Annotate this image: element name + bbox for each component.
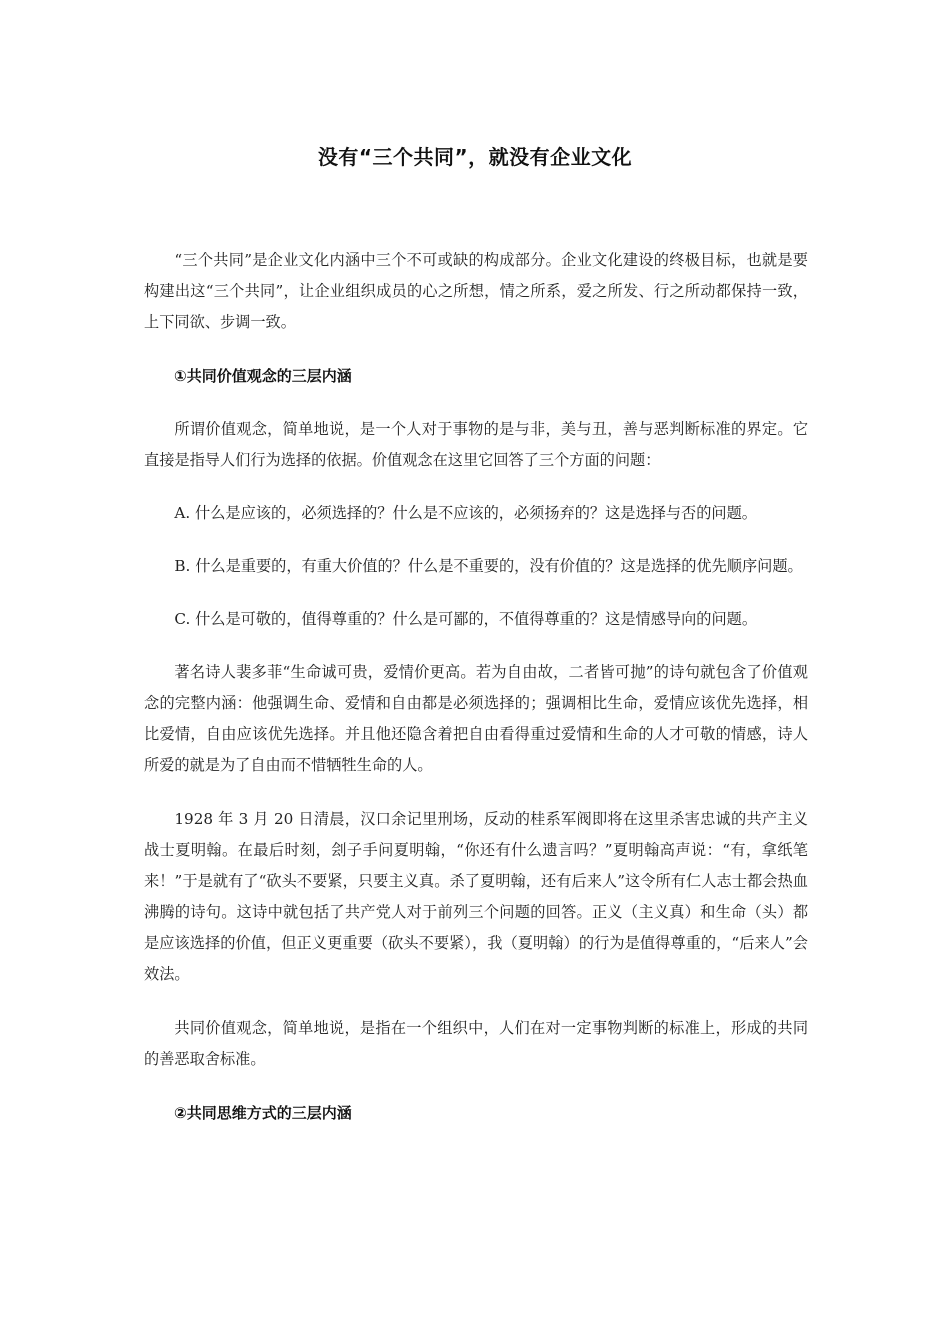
question-c-paragraph: C. 什么是可敬的，值得尊重的？什么是可鄙的，不值得尊重的？这是情感导向的问题。 bbox=[174, 610, 758, 628]
section-heading-values: ①共同价值观念的三层内涵 bbox=[174, 367, 352, 385]
shared-values-paragraph: 共同价值观念，简单地说，是指在一个组织中，人们在对一定事物判断的标准上，形成的共同的善恶取舍标准。 bbox=[144, 1019, 808, 1068]
petofi-poem-paragraph: 著名诗人裴多菲“生命诚可贵，爱情价更高。若为自由故，二者皆可抛”的诗句就包含了价值观念的完整内涵：他强调生命、爱情和自由都是必须选择的；强调相比生命，爱情应该优先选择，相比爱情，自由应该优先选择。并且他还隐含着把自由看得重过爱情和生命的人才可敬的情感，诗人所爱的就是为了自由而不惜牺牲生命的人。 bbox=[144, 663, 808, 774]
values-definition-paragraph: 所谓价值观念，简单地说，是一个人对于事物的是与非，美与丑，善与恶判断标准的界定。它直接是指导人们行为选择的依据。价值观念在这里它回答了三个方面的问题： bbox=[144, 420, 808, 469]
document-title: 没有“三个共同”，就没有企业文化 bbox=[317, 145, 633, 169]
question-b-paragraph: B. 什么是重要的，有重大价值的？什么是不重要的，没有价值的？这是选择的优先顺序问题。 bbox=[174, 557, 803, 575]
section-heading-thinking: ②共同思维方式的三层内涵 bbox=[174, 1104, 352, 1122]
intro-paragraph: “三个共同”是企业文化内涵中三个不可或缺的构成部分。企业文化建设的终极目标，也就是要构建出这“三个共同”，让企业组织成员的心之所想，情之所系，爱之所发、行之所动都保持一致，上下同欲、步调一致。 bbox=[144, 251, 808, 331]
question-a-paragraph: A. 什么是应该的，必须选择的？什么是不应该的，必须扬弃的？这是选择与否的问题。 bbox=[174, 504, 757, 522]
document-body bbox=[144, 245, 808, 1129]
xia-minghan-paragraph: 1928 年 3 月 20 日清晨，汉口余记里刑场，反动的桂系军阀即将在这里杀害忠诚的共产主义战士夏明翰。在最后时刻，刽子手问夏明翰，“你还有什么遗言吗？”夏明翰高声说：“有，拿纸笔来！”于是就有了“砍头不要紧，只要主义真。杀了夏明翰，还有后来人”这令所有仁人志士都会热血沸腾的诗句。这诗中就包括了共产党人对于前列三个问题的回答。正义（主义真）和生命（头）都是应该选择的价值，但正义更重要（砍头不要紧），我（夏明翰）的行为是值得尊重的，“后来人”会效法。 bbox=[144, 810, 808, 983]
